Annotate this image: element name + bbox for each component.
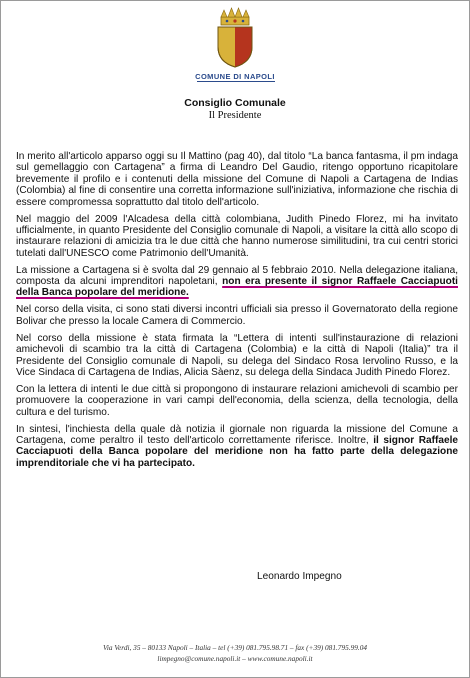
signature: Leonardo Impegno [257,571,342,582]
role-subtitle: Il Presidente [208,110,262,121]
paragraph-invitation: Nel maggio del 2009 l'Alcadesa della città colombiana, Judith Pinedo Florez, mi ha invitato ufficialmente, in quanto Presidente del Consiglio comunale di Napoli, a visitare la città allo scopo di instaurare relazioni di amicizia tra le due città che hanno numerose similitudini, tra cui centri storici tutelati dall'UNESCO come Patrimonio dell'Umanità. [16,213,458,259]
paragraph-goals: Con la lettera di intenti le due città si propongono di instaurare relazioni amichevoli di scambio per promuovere la cooperazione in vari campi dell'economia, della scienza, della tecnologia, della cultura e del turismo. [16,383,458,418]
footer [1,642,469,664]
letter-body [16,151,458,475]
logo-text: COMUNE DI NAPOLI [195,72,275,81]
coat-of-arms-icon [212,7,258,69]
paragraph-meetings: Nel corso della visita, ci sono stati diversi incontri ufficiali sia presso il Governatorato della regione Bolivar che presso la locale Camera di Commercio. [16,304,458,327]
summary-bold-statement: il signor Raffaele Cacciapuoti della Banca popolare del meridione non ha fatto parte della delegazione imprenditoriale che vi ha partecipato. [16,434,458,469]
council-title: Consiglio Comunale [184,97,286,109]
paragraph-summary [16,424,458,470]
highlighted-statement: non era presente il signor Raffaele Cacciapuoti della Banca popolare del meridione. [16,276,458,299]
logo-underline [197,81,275,82]
logo [1,7,469,74]
mission-text: La missione a Cartagena si è svolta dal 29 gennaio al 5 febbraio 2010. Nella delegazione italiana, composta da alcuni imprenditori napoletani, [16,264,458,288]
paragraph-intro: In merito all'articolo apparso oggi su Il Mattino (pag 40), dal titolo “La banca fantasma, il pm indaga sul gemellaggio con Cartagena” a firma di Leandro Del Gaudio, ritengo opportuno ricapitolare brevemente il profilo e i contenuti della missione del Comune di Napoli a Cartagena de Indias (Colombia) al fine di consentire una corretta informazione sull'iniziativa, informazione che rischia di essere compromessa soprattutto dal titolo dell'articolo. [16,151,458,208]
footer-address: Via Verdi, 35 – 80133 Napoli – Italia – tel (+39) 081.795.98.71 – fax (+39) 081.795.99.04 [102,643,367,652]
paragraph-mission [16,265,458,299]
summary-text: In sintesi, l'inchiesta della quale dà notizia il giornale non riguarda la missione del Comune a Cartagena, come peraltro il testo dell'articolo correttamente riferisce. Inoltre, [16,423,458,446]
paragraph-letter-of-intent: Nel corso della missione è stata firmata la “Lettera di intenti sull'instaurazione di relazioni amichevoli di scambio tra la città di Cartagena (Colombia) e la città di Napoli (Italia)” tra il Presidente del Consiglio comunale di Napoli, su delega del Sindaco Rosa Iervolino Russo, e la Vice Sindaca di Cartagena de Indias, Alicia Sàenz, su delega della Sindaca Judith Pinedo Florez. [16,332,458,378]
footer-contacts: limpegno@comune.napoli.it – www.comune.napoli.it [157,654,313,663]
